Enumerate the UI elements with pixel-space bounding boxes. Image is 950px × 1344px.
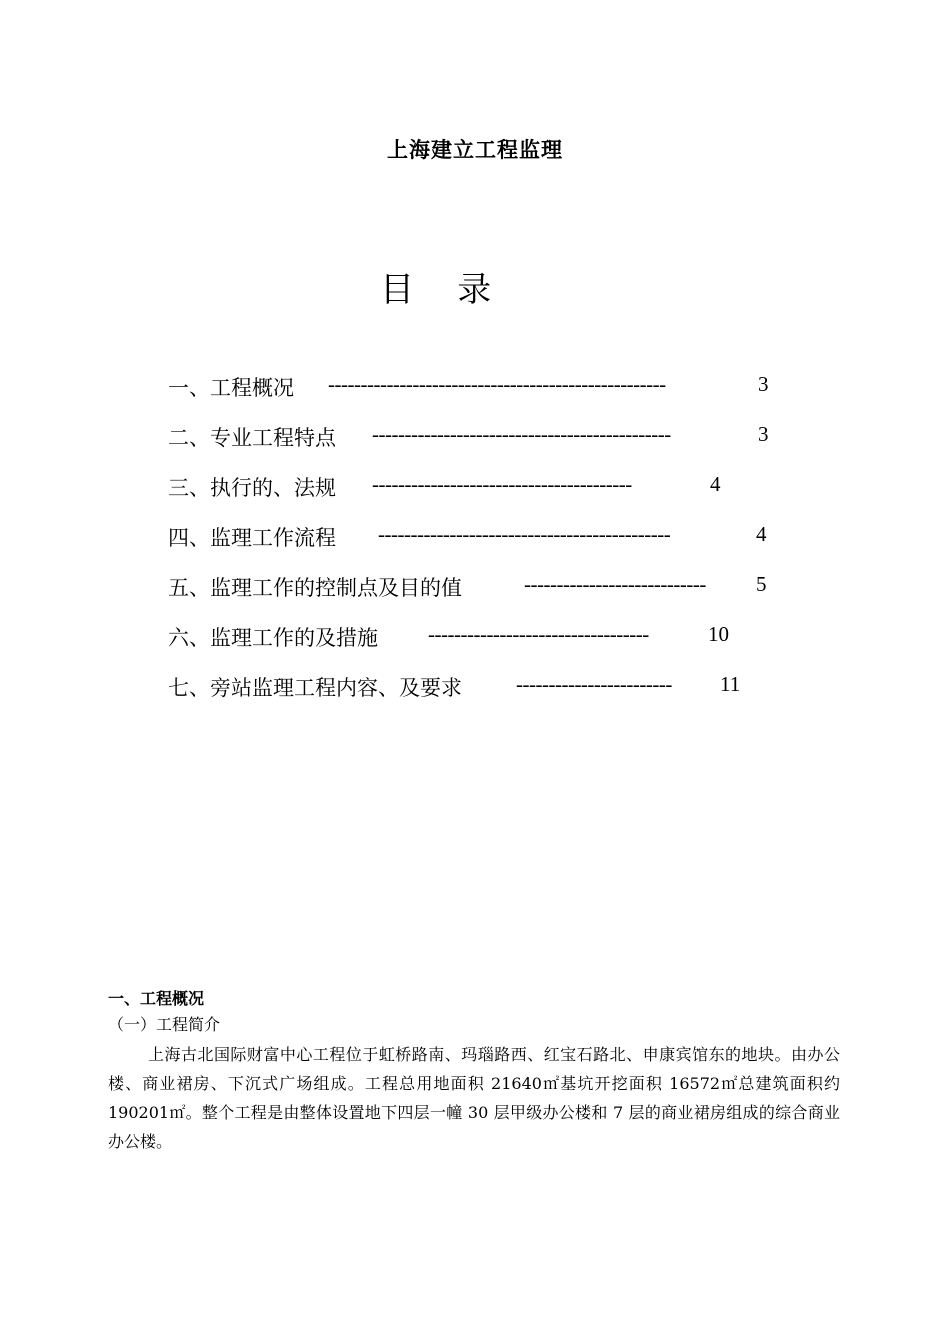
toc-item-label: 二、专业工程特点	[168, 426, 336, 450]
toc-page-number: 11	[720, 672, 741, 696]
toc-item-label: 五、监理工作的控制点及目的值	[168, 576, 462, 600]
toc-leader-dots: ----------------------------------------------	[372, 422, 671, 446]
toc-leader-dots: ----------------------------	[524, 572, 706, 596]
subsection-heading: （一）工程简介	[108, 1015, 221, 1034]
toc-page-number: 3	[758, 372, 769, 396]
toc-page-number: 5	[756, 572, 767, 596]
toc-page-number: 10	[708, 622, 729, 646]
company-title: 上海建立工程监理	[387, 138, 563, 162]
paragraph-text: 一幢 30 层甲级办公楼和 7 层的商业裙房组成的综合商业办公楼。	[108, 1103, 840, 1151]
section-heading: 一、工程概况	[108, 989, 205, 1008]
toc-leader-dots: ----------------------------------------	[372, 472, 632, 496]
toc-page-number: 4	[756, 522, 767, 546]
toc-item-label: 六、监理工作的及措施	[168, 626, 378, 650]
toc-leader-dots: ---------------------------------------------	[378, 522, 671, 546]
paragraph-text: 上海古北国际财富中心工程位于虹桥路南、玛瑙路西、红宝石路北、申康宾馆东的地块。由办公楼、商业裙房、下沉式广场组成。工程总用地面积 21640㎡基坑开挖面积 16572㎡总建筑面积约 190201㎡。整个工程是由	[108, 1045, 840, 1122]
toc-item-label: 四、监理工作流程	[168, 526, 336, 550]
toc-item-label: 三、执行的、法规	[168, 476, 336, 500]
toc-page-number: 3	[758, 422, 769, 446]
toc-leader-dots: ----------------------------------	[428, 622, 649, 646]
paragraph-emphasis: 整体设置地下四层	[299, 1103, 430, 1122]
toc-item-label: 七、旁站监理工程内容、及要求	[168, 676, 462, 700]
toc-page-number: 4	[710, 472, 721, 496]
toc-leader-dots: ------------------------	[516, 672, 672, 696]
toc-leader-dots: ----------------------------------------------------	[328, 372, 666, 396]
toc-title: 目 录	[380, 270, 492, 310]
project-description-paragraph	[108, 1040, 840, 1156]
toc-item-label: 一、工程概况	[168, 376, 294, 400]
